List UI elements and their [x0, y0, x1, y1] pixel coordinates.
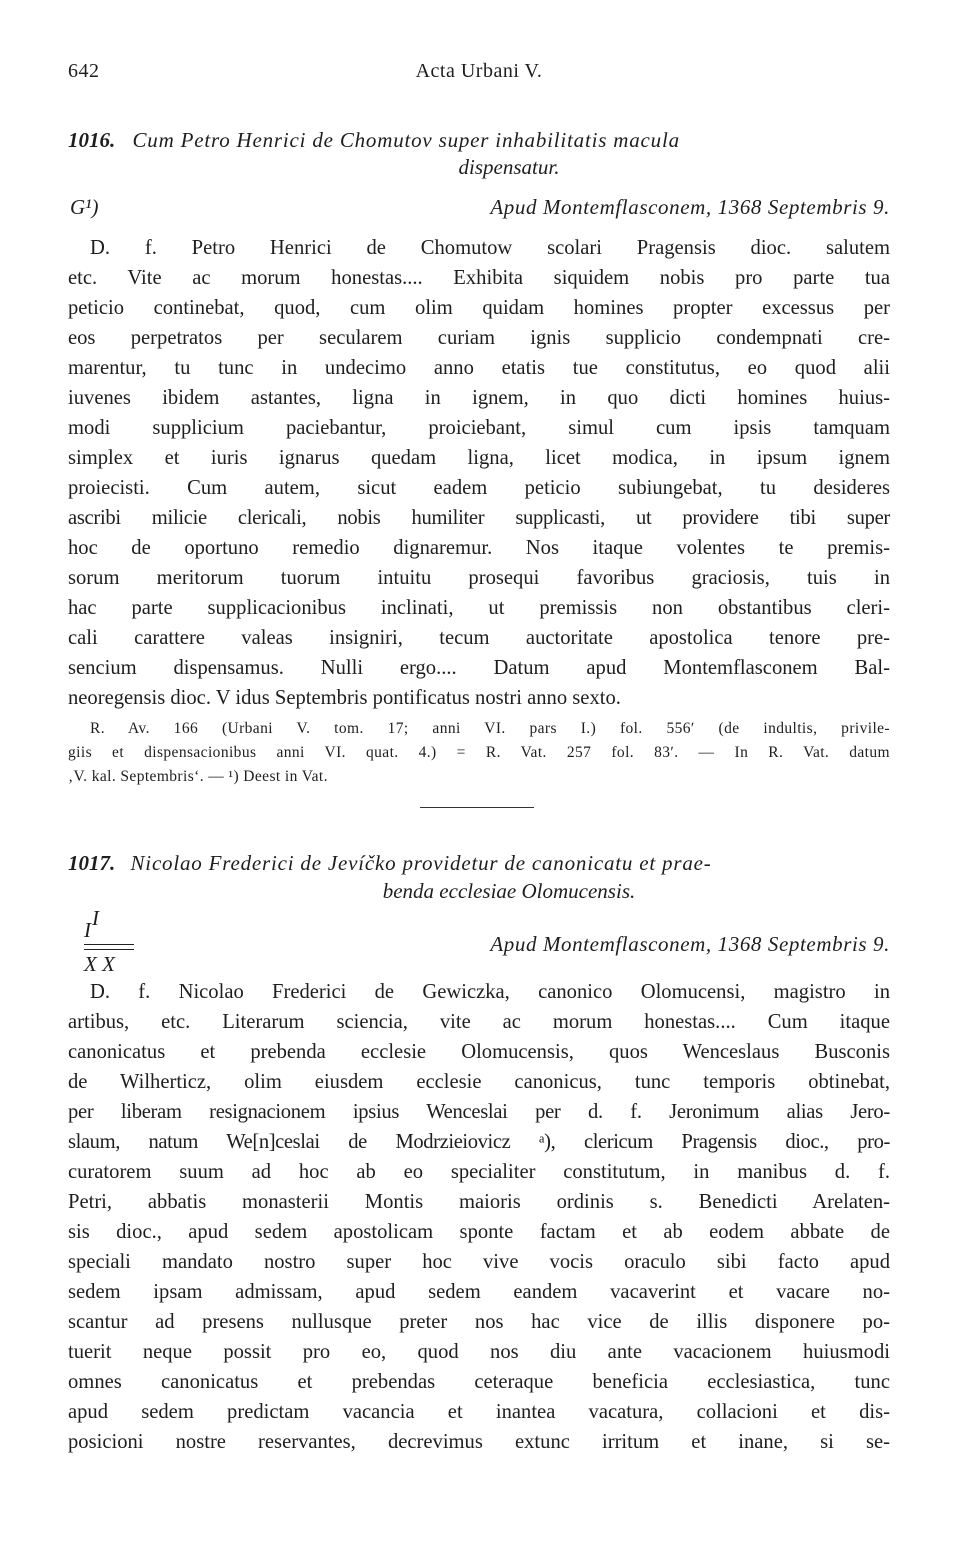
text-line: omnes canonicatus et prebendas ceteraque beneficia ecclesiastica, tunc — [68, 1371, 890, 1393]
text-line: tuerit neque possit pro eo, quod nos diu ante vacacionem huiusmodi — [68, 1341, 890, 1363]
text-line: proiecisti. Cum autem, sicut eadem peticio subiungebat, tu desideres — [68, 477, 890, 499]
text-line: posicioni nostre reservantes, decrevimus extunc irritum et inane, si se- — [68, 1431, 890, 1453]
entry-title-1016 — [68, 125, 890, 155]
manuscript-siglum: G¹) — [70, 195, 99, 219]
dateline: Apud Montemflasconem, 1368 Septembris 9. — [490, 195, 890, 219]
text-line: D. f. Nicolao Frederici de Gewiczka, canonico Olomucensi, magistro in — [90, 981, 890, 1003]
text-line: hoc de oportuno remedio dignaremur. Nos itaque volentes te premis- — [68, 537, 890, 559]
running-header — [68, 60, 890, 88]
text-line: hac parte supplicacionibus inclinati, ut premissis non obstantibus cleri- — [68, 597, 890, 619]
text-line: sencium dispensamus. Nulli ergo.... Datum apud Montemflasconem Bal- — [68, 657, 890, 679]
note-line: R. Av. 166 (Urbani V. tom. 17; anni VI. pars I.) fol. 556ʹ (de indultis, privile- — [90, 720, 890, 737]
text-line: scantur ad presens nullusque preter nos hac vice de illis disponere po- — [68, 1311, 890, 1333]
text-line: per liberam resignacionem ipsius Wenceslai per d. f. Jeronimum alias Jero- — [68, 1101, 890, 1123]
text-line: artibus, etc. Literarum sciencia, vite ac morum honestas.... Cum itaque — [68, 1011, 890, 1033]
text-line: apud sedem predictam vacancia et inantea vacatura, collacioni et dis- — [68, 1401, 890, 1423]
text-line: marentur, tu tunc in undecimo anno etatis tue constitutus, eo quod alii — [68, 357, 890, 379]
text-line: speciali mandato nostro super hoc vive vocis oraculo sibi facto apud — [68, 1251, 890, 1273]
text-line: neoregensis dioc. V idus Septembris pontificatus nostri anno sexto. — [68, 687, 621, 709]
entry-title-1017 — [68, 848, 890, 878]
entry-title-line: benda ecclesiae Olomucensis. — [382, 879, 636, 903]
entry-title-line: Nicolao Frederici de Jevíčko providetur de canonicatu et prae- — [130, 851, 712, 875]
text-line: sis dioc., apud sedem apostolicam sponte factam et ab eodem abbate de — [68, 1221, 890, 1243]
siglum-mark: X X — [84, 952, 115, 976]
separator-rule — [420, 807, 534, 808]
note-line: ‚V. kal. Septembris‘. — ¹) Deest in Vat. — [68, 768, 328, 785]
siglum-mark: I — [92, 906, 99, 930]
text-line: simplex et iuris ignarus quedam ligna, licet modica, in ipsum ignem — [68, 447, 890, 469]
text-line: peticio continebat, quod, cum olim quidam homines propter excessus per — [68, 297, 890, 319]
text-line: canonicatus et prebenda ecclesie Olomucensis, quos Wenceslaus Busconis — [68, 1041, 890, 1063]
running-title: Acta Urbani V. — [415, 60, 543, 82]
text-line: D. f. Petro Henrici de Chomutow scolari Pragensis dioc. salutem — [90, 237, 890, 259]
note-line: giis et dispensacionibus anni VI. quat. 4.) = R. Vat. 257 fol. 83ʹ. — In R. Vat. datum — [68, 744, 890, 761]
text-line: cali carattere valeas insigniri, tecum auctoritate apostolica tenore pre- — [68, 627, 890, 649]
entry-title-line: dispensatur. — [458, 155, 560, 179]
text-line: de Wilherticz, olim eiusdem ecclesie canonicus, tunc temporis obtinebat, — [68, 1071, 890, 1093]
text-line: sedem ipsam admissam, apud sedem eandem vacaverint et vacare no- — [68, 1281, 890, 1303]
text-line: ascribi milicie clericali, nobis humiliter supplicasti, ut providere tibi super — [68, 507, 890, 529]
text-line: slaum, natum We[n]ceslai de Modrzieiovicz ᵃ), clericum Pragensis dioc., pro- — [68, 1131, 890, 1153]
dateline: Apud Montemflasconem, 1368 Septembris 9. — [490, 932, 890, 956]
siglum-mark: I — [84, 918, 91, 942]
page-number: 642 — [68, 60, 100, 82]
text-line: Petri, abbatis monasterii Montis maioris ordinis s. Benedicti Arelaten- — [68, 1191, 890, 1213]
entry-title-line: Cum Petro Henrici de Chomutov super inhabilitatis macula — [132, 128, 680, 152]
text-line: eos perpetratos per secularem curiam ignis supplicio condempnati cre- — [68, 327, 890, 349]
text-line: etc. Vite ac morum honestas.... Exhibita siquidem nobis pro parte tua — [68, 267, 890, 289]
text-line: modi supplicium paciebantur, proiciebant, simul cum ipsis tamquam — [68, 417, 890, 439]
entry-number: 1016. — [68, 128, 116, 152]
text-line: sorum meritorum tuorum intuitu prosequi favoribus graciosis, tuis in — [68, 567, 890, 589]
text-line: iuvenes ibidem astantes, ligna in ignem, in quo dicti homines huius- — [68, 387, 890, 409]
entry-number: 1017. — [68, 851, 116, 875]
text-line: curatorem suum ad hoc ab eo specialiter constitutum, in manibus d. f. — [68, 1161, 890, 1183]
